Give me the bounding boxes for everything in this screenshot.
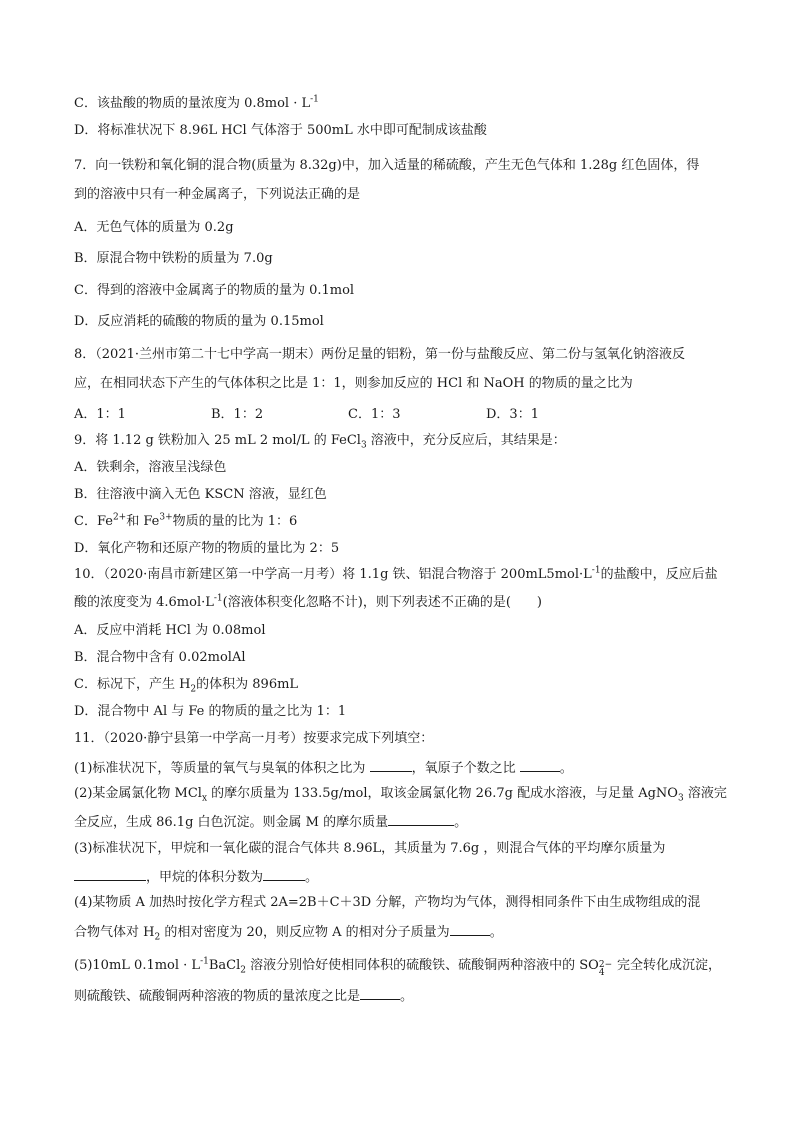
q7-option-b: B．原混合物中铁粉的质量为 7.0g — [74, 251, 273, 266]
q10-option-d: D．混合物中 Al 与 Fe 的物质的量之比为 1：1 — [74, 704, 347, 719]
q7-option-a: A．无色气体的质量为 0.2g — [74, 220, 234, 235]
answer-blank — [360, 986, 400, 1000]
q7-stem-line2: 到的溶液中只有一种金属离子，下列说法正确的是 — [74, 187, 361, 202]
q11-stem: 11．（2020·静宁县第一中学高一月考）按要求完成下列填空： — [74, 731, 434, 746]
answer-blank — [370, 758, 412, 772]
q9-option-a: A．铁剩余，溶液呈浅绿色 — [74, 460, 227, 475]
q7-option-d: D．反应消耗的硫酸的物质的量为 0.15mol — [74, 314, 324, 329]
q11-part5-line1: (5)10mL $0.1mol \cdot L^{-1}BaCl_2$ 溶液分别恰好使相同体积的硫酸铁、硫酸铜两种溶液中的 SO 2− 4 完全转化成沉淀， — [74, 956, 721, 978]
q9-option-c: C．$Fe^{2+}$和 $Fe^{3+}$物质的量的比为 1：6 — [74, 512, 298, 529]
q7-stem-line1: 7．向一铁粉和氧化铜的混合物(质量为 8.32g)中，加入适量的稀硫酸，产生无色气体和 1.28g 红色固体，得 — [74, 158, 700, 173]
answer-blank — [263, 867, 305, 881]
q8-stem-line1: 8．（2021·兰州市第二十七中学高一期末）两份足量的铝粉，第一份与盐酸反应、第二份与氢氧化钠溶液反 — [74, 347, 685, 362]
q8-stem-line2: 应，在相同状态下产生的气体体积之比是 1：1，则参加反应的 HCl 和 NaOH 的物质的量之比为 — [74, 376, 633, 391]
q6-option-c: C．该盐酸的物质的量浓度为 $0.8mol \cdot L^{-1}$ — [74, 94, 319, 111]
q10-stem-line2: 酸的浓度变为 $4.6mol\cdot L^{-1}$(溶液体积变化忽略不计)，则下列表述不正确的是( ) — [74, 593, 542, 610]
sulfate-ion-charge: 2− 4 — [598, 960, 613, 978]
q9-option-b: B．往溶液中滴入无色 KSCN 溶液，显红色 — [74, 487, 327, 502]
q11-part4-line2: 合物气体对 $H_2$ 的相对密度为 20，则反应物 A 的相对分子质量为 。 — [74, 922, 503, 942]
q10-option-a: A．反应中消耗 HCl 为 0.08mol — [74, 623, 266, 638]
q9-stem: 9．将 1.12 g 铁粉加入 25 mL 2 mol/L 的 FeCl$_3$ 溶液中，充分反应后，其结果是： — [74, 433, 566, 451]
q11-part4-line1: (4)某物质 A 加热时按化学方程式 2A=2B＋C＋3D 分解，产物均为气体，测得相同条件下由生成物组成的混 — [74, 895, 701, 910]
q8-option-d: D．3：1 — [486, 407, 539, 422]
q6-option-d: D．将标准状况下 8.96L HCl 气体溶于 500mL 水中即可配制成该盐酸 — [74, 123, 487, 138]
q9-option-d: D．氧化产物和还原产物的物质的量比为 2：5 — [74, 541, 340, 556]
q7-option-c: C．得到的溶液中金属离子的物质的量为 0.1mol — [74, 283, 355, 298]
q11-part3-line2: ，甲烷的体积分数为 。 — [74, 867, 318, 887]
q11-part2-line2: 全反应，生成 86.1g 白色沉淀。则金属 M 的摩尔质量 。 — [74, 812, 467, 832]
q10-stem-line1: 10．（2020·南昌市新建区第一中学高一月考）将 1.1g 铁、铝混合物溶于 $200mL5mol\cdot L^{-1}$的盐酸中，反应后盐 — [74, 565, 718, 582]
answer-blank — [520, 758, 560, 772]
q11-part3-line1: (3)标准状况下，甲烷和一氧化碳的混合气体共 8.96L，其质量为 7.6g ，则混合气体的平均摩尔质量为 — [74, 841, 666, 856]
q10-option-c: C．标况下，产生 $H_2$的体积为 896mL — [74, 677, 299, 695]
q8-option-a: A．1：1 — [74, 407, 126, 422]
q8-option-c: C．1：3 — [348, 407, 401, 422]
answer-blank — [450, 922, 490, 936]
answer-blank — [74, 867, 146, 881]
q10-option-b: B．混合物中含有 0.02molAl — [74, 650, 246, 665]
q8-option-b: B．1：2 — [211, 407, 264, 422]
q11-part5-line2: 则硫酸铁、硫酸铜两种溶液的物质的量浓度之比是 。 — [74, 986, 413, 1006]
q11-part2-line1: (2)某金属氯化物 MCl$_x$ 的摩尔质量为 133.5g/mol，取该金属氯化物 26.7g 配成水溶液，与足量 AgNO$_3$ 溶液完 — [74, 786, 727, 804]
answer-blank — [388, 812, 454, 826]
q11-part1: (1)标准状况下，等质量的氧气与臭氧的体积之比为 ，氧原子个数之比 。 — [74, 758, 573, 778]
